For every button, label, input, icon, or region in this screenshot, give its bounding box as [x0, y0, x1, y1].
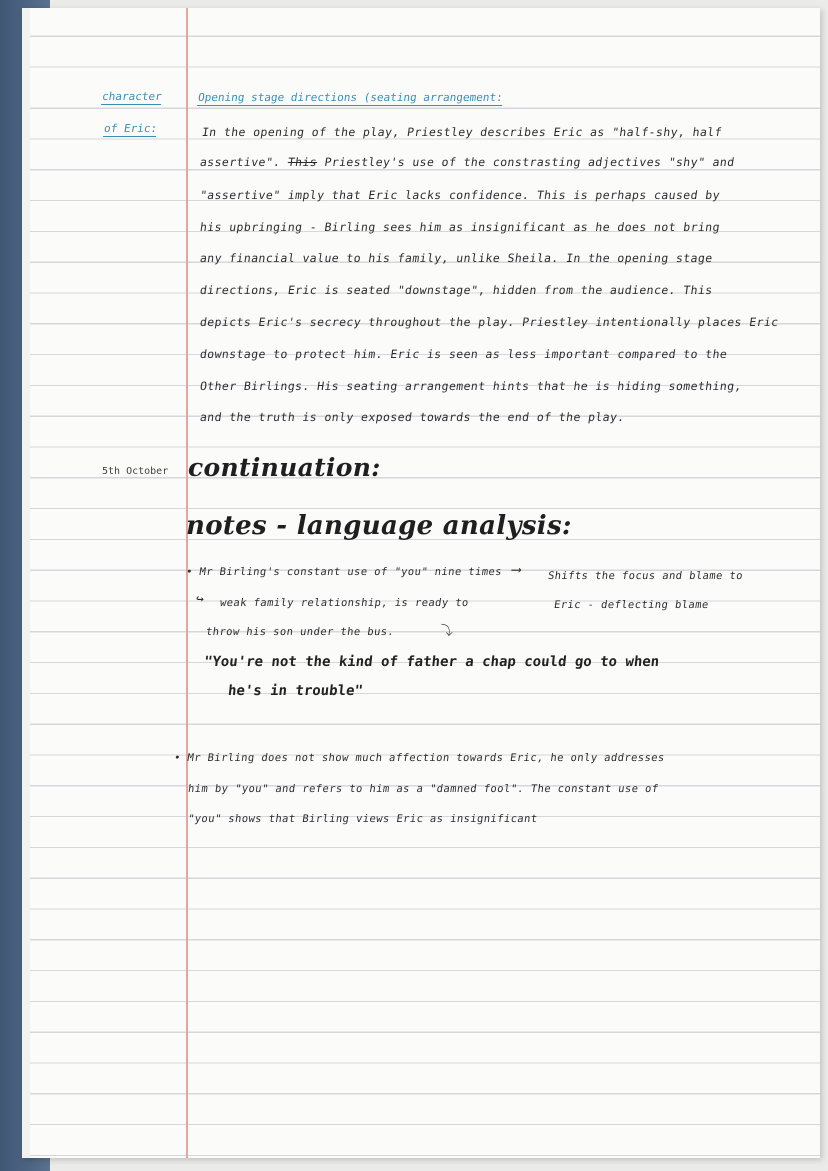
quote-line-1: "You're not the kind of father a chap could go to when	[203, 654, 660, 670]
bullet-1: • Mr Birling's constant use of "you" nine times	[185, 566, 503, 578]
quote-line-2: he's in trouble"	[227, 683, 364, 699]
body-line-2	[199, 155, 736, 169]
continuation-title: continuation:	[188, 453, 381, 482]
bullet-1-result: Shifts the focus and blame to	[547, 570, 744, 582]
body-line-8: downstage to protect him. Eric is seen as less important compared to the	[199, 347, 729, 361]
body-line-6: directions, Eric is seated "downstage", hidden from the audience. This	[199, 283, 714, 297]
hook-arrow-icon: ↪	[194, 592, 206, 607]
body-line-2-prefix: assertive".	[199, 155, 282, 169]
bullet-2-line-2: him by "you" and refers to him as a "damned fool". The constant use of	[187, 783, 660, 795]
body-line-1: In the opening of the play, Priestley describes Eric as "half-shy, half	[201, 125, 723, 139]
bullet-2-line-3: "you" shows that Birling views Eric as insignificant	[187, 813, 539, 825]
sub-line-2: throw his son under the bus.	[205, 626, 396, 638]
body-line-4: his upbringing - Birling sees him as insignificant as he does not bring	[199, 220, 721, 234]
arrow-down-icon: ⤵	[438, 624, 455, 639]
sub-line-1: weak family relationship, is ready to	[219, 597, 470, 609]
margin-line	[186, 8, 188, 1158]
body-line-10: and the truth is only exposed towards the end of the play.	[199, 410, 626, 424]
notes-title: notes - language analysis:	[186, 511, 572, 541]
body-line-9: Other Birlings. His seating arrangement hints that he is hiding something,	[199, 379, 743, 393]
bullet-2-line-1: • Mr Birling does not show much affection towards Eric, he only addresses	[173, 752, 666, 764]
date-label: 5th October	[102, 466, 169, 477]
page-edge	[22, 8, 30, 1158]
body-line-7: depicts Eric's secrecy throughout the play. Priestley intentionally places Eric	[199, 315, 780, 329]
section-heading-stage-directions: Opening stage directions (seating arrangement:	[197, 91, 504, 104]
margin-label-character: character	[101, 90, 163, 103]
body-line-5: any financial value to his family, unlike Sheila. In the opening stage	[199, 251, 714, 265]
sub-line-1-right: Eric - deflecting blame	[553, 599, 710, 611]
body-line-2-text: Priestley's use of the constrasting adjectives "shy" and	[323, 155, 736, 169]
struck-word: This	[286, 155, 319, 169]
notebook-page	[22, 8, 820, 1158]
arrow-right-icon: ⟶	[510, 562, 522, 578]
body-line-3: "assertive" imply that Eric lacks confidence. This is perhaps caused by	[199, 188, 721, 202]
margin-label-of-eric: of Eric:	[103, 122, 159, 135]
